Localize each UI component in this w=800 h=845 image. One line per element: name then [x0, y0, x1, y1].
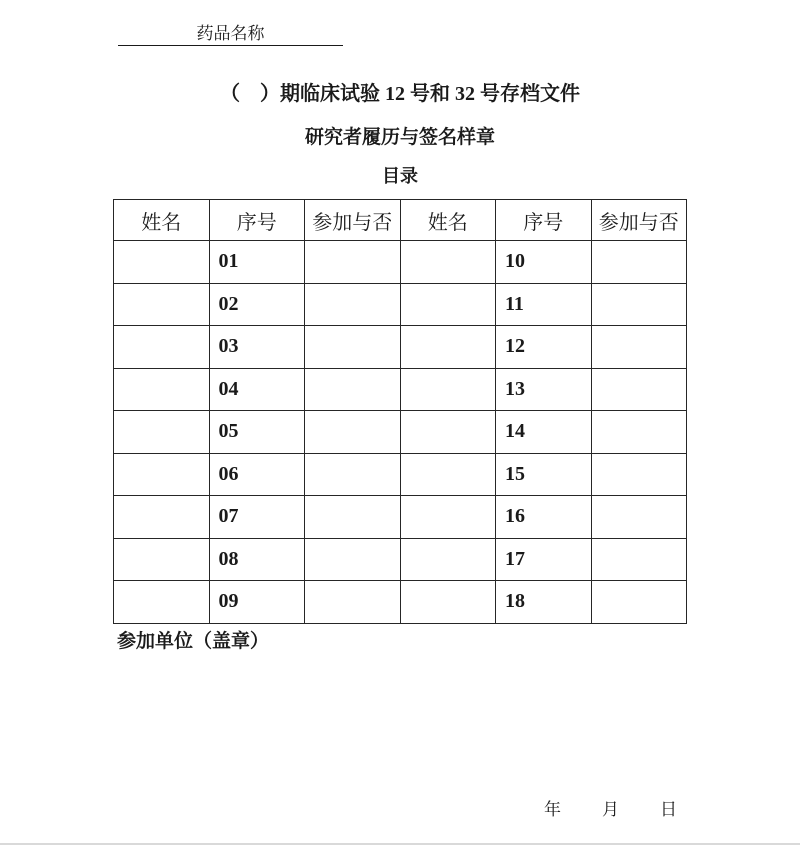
name-cell	[400, 496, 496, 539]
participation-cell	[591, 326, 687, 369]
name-cell	[400, 241, 496, 284]
serial-cell: 18	[496, 581, 592, 624]
name-cell	[400, 368, 496, 411]
serial-cell: 01	[209, 241, 305, 284]
table-row	[114, 368, 687, 411]
document-subtitle: 研究者履历与签名样章	[304, 127, 495, 148]
serial-cell: 17	[496, 538, 592, 581]
name-cell	[114, 411, 210, 454]
toc-heading: 目录	[382, 166, 418, 186]
table-row	[114, 411, 687, 454]
serial-cell: 15	[496, 453, 592, 496]
serial-cell: 06	[209, 453, 305, 496]
participation-cell	[305, 368, 401, 411]
name-cell	[400, 411, 496, 454]
participation-cell	[591, 453, 687, 496]
name-cell	[400, 581, 496, 624]
participation-cell	[305, 411, 401, 454]
name-cell	[114, 326, 210, 369]
participation-cell	[305, 326, 401, 369]
name-cell	[114, 283, 210, 326]
table-header-row	[114, 200, 687, 241]
participation-cell	[591, 496, 687, 539]
serial-cell: 05	[209, 411, 305, 454]
drug-name-label: 药品名称	[196, 24, 265, 43]
name-cell	[400, 453, 496, 496]
serial-cell: 04	[209, 368, 305, 411]
participation-cell	[591, 241, 687, 284]
participation-cell	[591, 283, 687, 326]
header-serial-left: 序号	[209, 200, 305, 241]
participation-cell	[305, 241, 401, 284]
serial-cell: 08	[209, 538, 305, 581]
header-name-right: 姓名	[400, 200, 496, 241]
date-day-label: 日	[660, 800, 677, 819]
investigator-roster-table	[113, 199, 687, 624]
name-cell	[400, 283, 496, 326]
table-row	[114, 581, 687, 624]
name-cell	[114, 241, 210, 284]
name-cell	[114, 581, 210, 624]
document-title: （ ）期临床试验 12 号和 32 号存档文件	[220, 83, 580, 105]
table-row	[114, 326, 687, 369]
table-row	[114, 496, 687, 539]
participating-unit-label: 参加单位（盖章）	[117, 631, 270, 652]
name-cell	[114, 453, 210, 496]
name-cell	[400, 326, 496, 369]
participation-cell	[305, 581, 401, 624]
serial-cell: 14	[496, 411, 592, 454]
name-cell	[114, 368, 210, 411]
header-name-left: 姓名	[114, 200, 210, 241]
name-cell	[114, 496, 210, 539]
serial-cell: 07	[209, 496, 305, 539]
participation-cell	[591, 368, 687, 411]
participation-cell	[305, 496, 401, 539]
serial-cell: 03	[209, 326, 305, 369]
serial-cell: 13	[496, 368, 592, 411]
header-participation-left: 参加与否	[305, 200, 401, 241]
table-row	[114, 453, 687, 496]
participation-cell	[305, 283, 401, 326]
serial-cell: 11	[496, 283, 592, 326]
table-row	[114, 283, 687, 326]
name-cell	[114, 538, 210, 581]
participation-cell	[591, 538, 687, 581]
header-serial-right: 序号	[496, 200, 592, 241]
serial-cell: 02	[209, 283, 305, 326]
date-month-label: 月	[602, 800, 619, 819]
serial-cell: 10	[496, 241, 592, 284]
name-cell	[400, 538, 496, 581]
header-participation-right: 参加与否	[591, 200, 687, 241]
table-row	[114, 241, 687, 284]
serial-cell: 12	[496, 326, 592, 369]
participation-cell	[305, 538, 401, 581]
participation-cell	[591, 411, 687, 454]
table-row	[114, 538, 687, 581]
date-year-label: 年	[544, 800, 561, 819]
participation-cell	[591, 581, 687, 624]
serial-cell: 16	[496, 496, 592, 539]
participation-cell	[305, 453, 401, 496]
serial-cell: 09	[209, 581, 305, 624]
date-line	[544, 800, 677, 819]
drug-name-header	[118, 24, 343, 46]
